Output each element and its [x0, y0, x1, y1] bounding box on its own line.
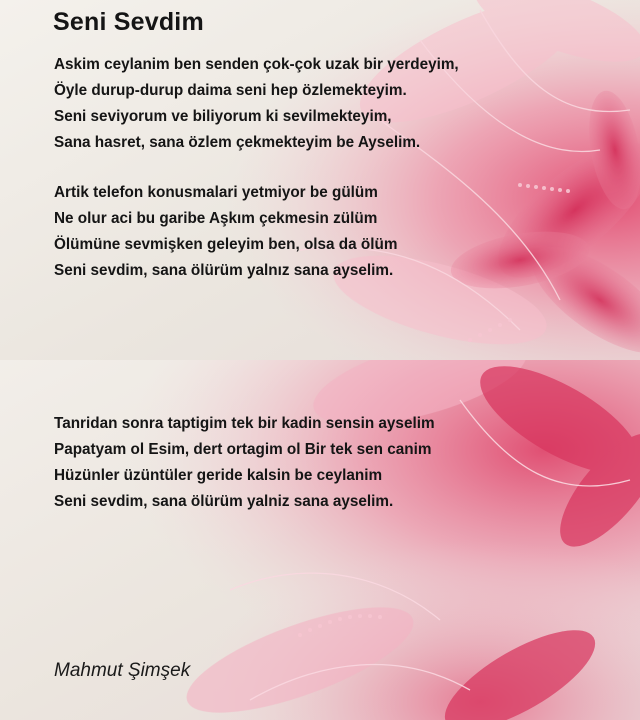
stanza-2 [54, 180, 397, 284]
poem-title: Seni Sevdim [53, 8, 204, 36]
poem-line: Tanridan sonra taptigim tek bir kadin sensin ayselim [54, 415, 435, 432]
poem-line: Papatyam ol Esim, dert ortagim ol Bir tek sen canim [54, 441, 432, 458]
poem-line: Sana hasret, sana özlem çekmekteyim be Ayselim. [54, 134, 421, 151]
poem-line: Seni sevdim, sana ölürüm yalnız sana ayselim. [54, 262, 394, 279]
poem-line: Artik telefon konusmalari yetmiyor be gülüm [54, 184, 378, 201]
poem-line: Öyle durup-durup daima seni hep özlemekteyim. [54, 82, 407, 99]
poem-line: Seni sevdim, sana ölürüm yalniz sana ayselim. [54, 493, 394, 510]
poem-line: Seni seviyorum ve biliyorum ki sevilmekteyim, [54, 108, 392, 125]
poem-line: Askim ceylanim ben senden çok-çok uzak bir yerdeyim, [54, 56, 459, 73]
poem-author: Mahmut Şimşek [54, 660, 191, 681]
poem-line: Hüzünler üzüntüler geride kalsin be ceylanim [54, 467, 383, 484]
poem-line: Ne olur aci bu garibe Aşkım çekmesin zülüm [54, 210, 378, 227]
stanza-3 [54, 411, 435, 515]
poem-line: Ölümüne sevmişken geleyim ben, olsa da ölüm [54, 236, 398, 253]
stanza-1 [54, 52, 459, 156]
